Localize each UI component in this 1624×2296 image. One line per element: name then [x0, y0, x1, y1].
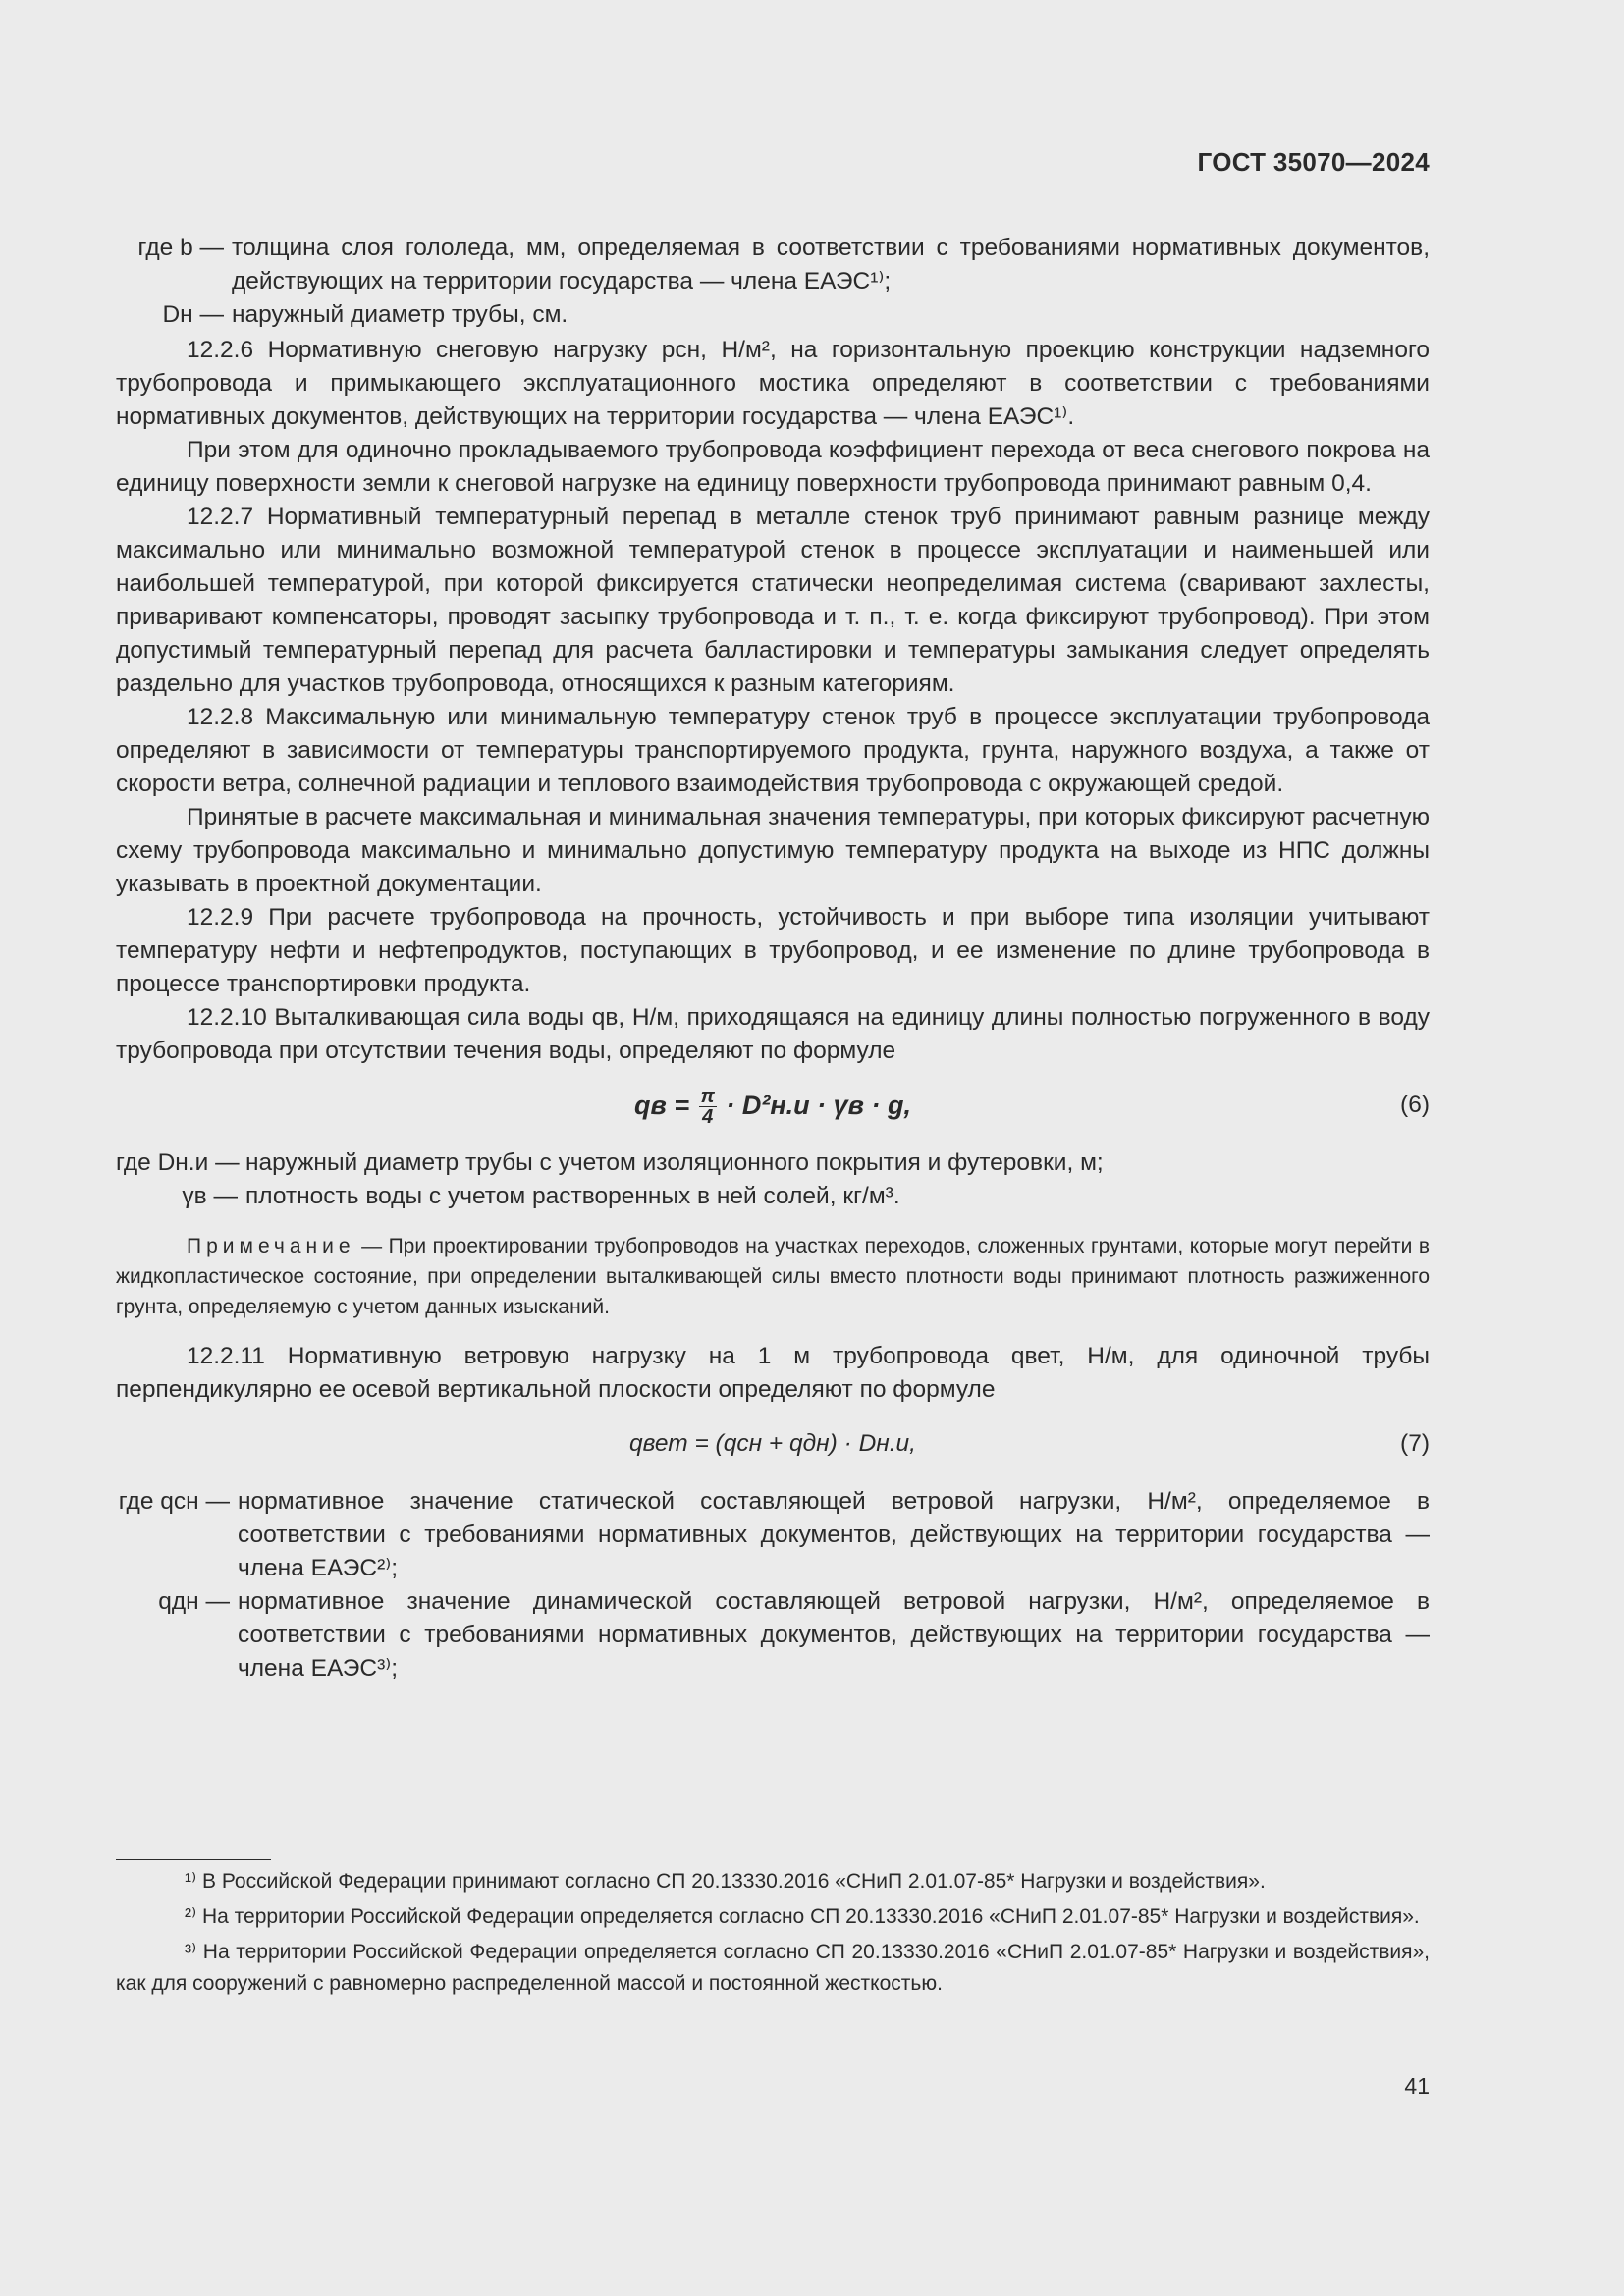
definition-row — [116, 1485, 1430, 1585]
footnote-3: ³⁾ На территории Российской Федерации определяется согласно СП 20.13330.2016 «СНиП 2.01.07-85* Нагрузки и воздействия», как для сооружений с равномерно распределенной массой и постоянной жесткостью. — [116, 1941, 1430, 1995]
formula-6-rhs: · D²н.и · γв · g, — [726, 1091, 911, 1120]
definition-row — [116, 1585, 1430, 1685]
definition-row — [116, 1180, 1430, 1213]
document-body — [116, 232, 1430, 1685]
paragraph-12-2-8-cont: Принятые в расчете максимальная и минимальная значения температуры, при которых фиксируют расчетную схему трубопровода максимально и минимально допустимую температуру продукта на выходе из НПС должны указывать в проектной документации. — [116, 804, 1430, 897]
formula-6-number: (6) — [1400, 1092, 1430, 1118]
definition-text: плотность воды с учетом растворенных в ней солей, кг/м³. — [245, 1183, 900, 1209]
formula-6-lhs: qв = — [634, 1091, 690, 1120]
definition-term: где qсн — — [118, 1488, 230, 1515]
footnote-separator — [116, 1859, 271, 1860]
formula-6-expression — [634, 1086, 911, 1129]
definition-list — [116, 1147, 1430, 1213]
definition-term: qдн — — [158, 1588, 230, 1615]
definition-text: нормативное значение статической составляющей ветровой нагрузки, Н/м², определяемое в соответствии с требованиями нормативных документов, действующих на территории государства — члена ЕАЭС²⁾; — [238, 1488, 1430, 1581]
definition-row — [116, 298, 1430, 332]
paragraph-12-2-7: 12.2.7 Нормативный температурный перепад в металле стенок труб принимают равным разнице между максимально или минимально возможной температурой стенок в процессе эксплуатации и наименьшей или наибольшей температурой, при которой фиксируется статически неопределимая система (сваривают захлесты, приваривают компенсаторы, проводят засыпку трубопровода и т. п., т. е. когда фиксируют трубопровод). При этом допустимый температурный перепад для расчета балластировки и температуры замыкания следует определять раздельно для участков трубопровода, относящихся к разным категориям. — [116, 504, 1430, 697]
paragraph-12-2-6-cont: При этом для одиночно прокладываемого трубопровода коэффициент перехода от веса снегового покрова на единицу поверхности земли к снеговой нагрузке на единицу поверхности трубопровода принимают равным 0,4. — [116, 437, 1430, 497]
definition-text: нормативное значение динамической составляющей ветровой нагрузки, Н/м², определяемое в соответствии с требованиями нормативных документов, действующих на территории государства — члена ЕАЭС³⁾; — [238, 1588, 1430, 1682]
paragraph-12-2-10: 12.2.10 Выталкивающая сила воды qв, Н/м, приходящаяся на единицу длины полностью погруженного в воду трубопровода при отсутствии течения воды, определяют по формуле — [116, 1004, 1430, 1064]
definition-row — [116, 232, 1430, 298]
formula-6 — [116, 1078, 1430, 1133]
definition-row — [116, 1147, 1430, 1180]
definition-term: где Dн.и — — [116, 1149, 240, 1176]
definition-text: наружный диаметр трубы с учетом изоляционного покрытия и футеровки, м; — [245, 1149, 1104, 1176]
paragraph-12-2-9: 12.2.9 При расчете трубопровода на прочность, устойчивость и при выборе типа изоляции учитывают температуру нефти и нефтепродуктов, поступающих в трубопровод, и ее изменение по длине трубопровода в процессе транспортировки продукта. — [116, 904, 1430, 997]
definition-text: наружный диаметр трубы, см. — [232, 301, 568, 328]
footnote-2: ²⁾ На территории Российской Федерации определяется согласно СП 20.13330.2016 «СНиП 2.01.07-85* Нагрузки и воздействия». — [185, 1905, 1420, 1928]
formula-7 — [116, 1416, 1430, 1471]
definition-term: γв — — [182, 1183, 238, 1209]
document-header: ГОСТ 35070—2024 — [1197, 147, 1430, 177]
footnotes — [116, 1859, 1430, 2003]
definition-text: толщина слоя гололеда, мм, определяемая в соответствии с требованиями нормативных документов, действующих на территории государства — члена ЕАЭС¹⁾; — [232, 235, 1430, 294]
formula-7-number: (7) — [1400, 1430, 1430, 1457]
formula-7-expression: qвет = (qсн + qдн) · Dн.и, — [629, 1430, 916, 1457]
fraction-numerator: π — [700, 1086, 715, 1108]
page-number: 41 — [1404, 2073, 1430, 2099]
definition-term: где b — — [137, 235, 224, 261]
note — [116, 1231, 1430, 1322]
footnote-1: ¹⁾ В Российской Федерации принимают согласно СП 20.13330.2016 «СНиП 2.01.07-85* Нагрузки и воздействия». — [185, 1870, 1266, 1893]
fraction-denominator: 4 — [702, 1106, 714, 1129]
fraction-pi-over-4 — [699, 1087, 717, 1127]
definition-term: Dн — — [162, 301, 224, 328]
definition-list — [116, 232, 1430, 332]
paragraph-12-2-8: 12.2.8 Максимальную или минимальную температуру стенок труб в процессе эксплуатации трубопровода определяют в зависимости от температуры транспортируемого продукта, грунта, наружного воздуха, а также от скорости ветра, солнечной радиации и теплового взаимодействия трубопровода с окружающей средой. — [116, 704, 1430, 797]
note-text: — При проектировании трубопроводов на участках переходов, сложенных грунтами, которые могут перейти в жидкопластическое состояние, при определении выталкивающей силы вместо плотности воды принимают плотность разжиженного грунта, определяемую с учетом данных изысканий. — [116, 1235, 1430, 1318]
paragraph-12-2-11: 12.2.11 Нормативную ветровую нагрузку на 1 м трубопровода qвет, Н/м, для одиночной трубы перпендикулярно ее осевой вертикальной плоскости определяют по формуле — [116, 1343, 1430, 1403]
paragraph-12-2-6: 12.2.6 Нормативную снеговую нагрузку pсн, Н/м², на горизонтальную проекцию конструкции надземного трубопровода и примыкающего эксплуатационного мостика определяют в соответствии с требованиями нормативных документов, действующих на территории государства — члена ЕАЭС¹⁾. — [116, 337, 1430, 430]
document-page — [116, 0, 1430, 2296]
note-label: Примечание — [187, 1235, 355, 1257]
definition-list — [116, 1485, 1430, 1685]
